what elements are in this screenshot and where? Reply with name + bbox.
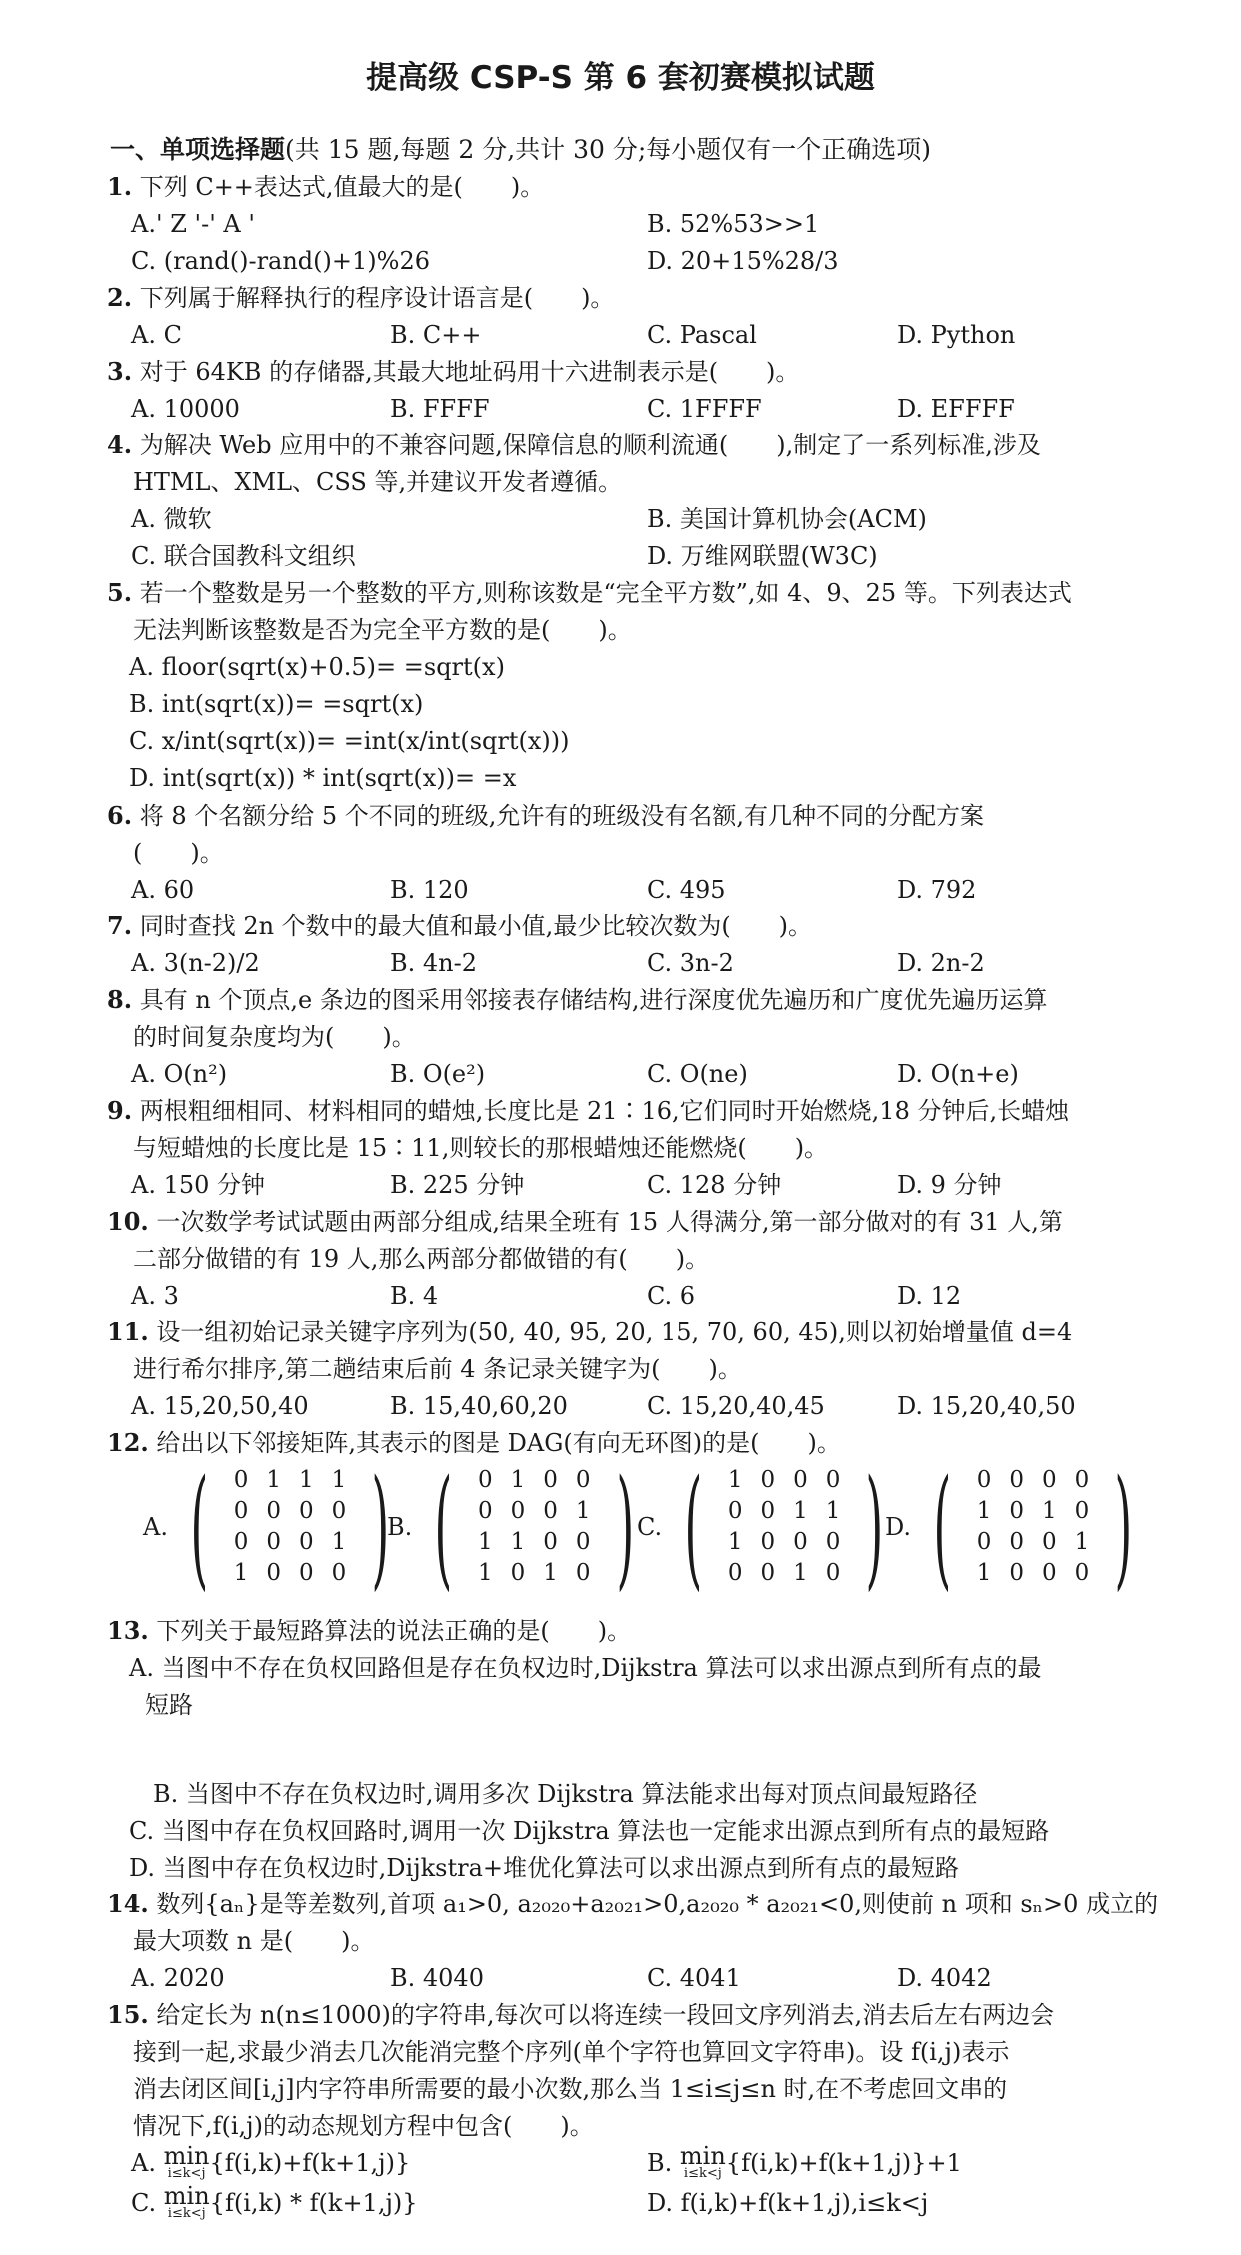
question-number: 14.	[107, 1889, 149, 1918]
option-c: C. 128 分钟	[647, 1171, 782, 1199]
question-number: 11.	[107, 1317, 149, 1346]
stem-line: 与短蜡烛的长度比是 15∶11,则较长的那根蜡烛还能燃烧( )。	[133, 1134, 829, 1162]
stem-line: 将 8 个名额分给 5 个不同的班级,允许有的班级没有名额,有几种不同的分配方案	[139, 802, 985, 830]
option-a: A. min i≤k<j {f(i,k)+f(k+1,j)}	[131, 2142, 411, 2181]
option-d: D. 当图中存在负权边时,Dijkstra+堆优化算法可以求出源点到所有点的最短路	[129, 1854, 960, 1882]
option-b: B. 52%53>>1	[647, 210, 820, 238]
option-a: A. 15,20,50,40	[131, 1392, 309, 1420]
question-number: 12.	[107, 1428, 149, 1457]
option-a-continued: 短路	[145, 1691, 193, 1719]
option-c: C. 15,20,40,45	[647, 1392, 825, 1420]
matrix-table: 0 1 1 1 0 0 0 0 0 0 0 1 1 0 0 0	[233, 1467, 347, 1586]
stem-line: 为解决 Web 应用中的不兼容问题,保障信息的顺利流通( ),制定了一系列标准,涉及	[139, 431, 1041, 459]
stem-line: ( )。	[133, 839, 224, 867]
stem-line: 数列{aₙ}是等差数列,首项 a₁>0, a₂₀₂₀+a₂₀₂₁>0,a₂₀₂₀ * a₂₀₂₁<0,则使前 n 项和 sₙ>0 成立的	[156, 1890, 1159, 1918]
option-b: B. 120	[390, 876, 469, 904]
stem-line: 消去闭区间[i,j]内字符串所需要的最小次数,那么当 1≤i≤j≤n 时,在不考虑回文串的	[133, 2075, 1008, 2103]
stem-line: 设一组初始记录关键字序列为(50, 40, 95, 20, 15, 70, 60, 45),则以初始增量值 d=4	[156, 1318, 1073, 1346]
question-number: 7.	[107, 911, 133, 940]
option-a: A. floor(sqrt(x)+0.5)= =sqrt(x)	[129, 653, 505, 681]
option-d: D. O(n+e)	[897, 1060, 1019, 1088]
question-number: 2.	[107, 283, 133, 312]
question-2	[107, 279, 1207, 354]
question-number: 15.	[107, 2000, 149, 2029]
option-b: B. 15,40,60,20	[390, 1392, 568, 1420]
question-10	[107, 1203, 1207, 1315]
option-b: B. O(e²)	[390, 1060, 486, 1088]
option-c: C. Pascal	[647, 321, 757, 349]
option-d: D. 4042	[897, 1964, 992, 1992]
stem-line: 具有 n 个顶点,e 条边的图采用邻接表存储结构,进行深度优先遍历和广度优先遍历运算	[139, 986, 1048, 1014]
question-12	[107, 1424, 1207, 1602]
section-description: (共 15 题,每题 2 分,共计 30 分;每小题仅有一个正确选项)	[285, 135, 932, 164]
stem-line: 无法判断该整数是否为完全平方数的是( )。	[133, 616, 632, 644]
matrix-option-c: C. ( 1 0 0 0 0 0 1 1 1 0 0 0 0 0 1 0 )	[637, 1451, 884, 1603]
option-c: C. 1FFFF	[647, 395, 762, 423]
option-b: B. C++	[390, 321, 482, 349]
option-b: B. FFFF	[390, 395, 490, 423]
question-number: 8.	[107, 985, 133, 1014]
stem-line: 最大项数 n 是( )。	[133, 1927, 375, 1955]
question-stem	[107, 168, 1207, 206]
option-a: A. 3	[131, 1282, 179, 1310]
option-a: A. 当图中不存在负权回路但是存在负权边时,Dijkstra 算法可以求出源点到所有点的最	[129, 1654, 1042, 1682]
option-c: C. (rand()-rand()+1)%26	[131, 247, 430, 275]
option-a: A.' Z '-' A '	[131, 210, 255, 238]
matrix-option-a: A. ( 0 1 1 1 0 0 0 0 0 0 0 1 1 0 0 0 )	[143, 1451, 390, 1603]
stem-line: 若一个整数是另一个整数的平方,则称该数是“完全平方数”,如 4、9、25 等。下列表达式	[139, 579, 1072, 607]
option-c: C. 4041	[647, 1964, 741, 1992]
option-c: C. 495	[647, 876, 726, 904]
option-d: D. 792	[897, 876, 977, 904]
stem-line: 情况下,f(i,j)的动态规划方程中包含( )。	[133, 2112, 594, 2140]
matrix-option-b: B. ( 0 1 0 0 0 0 0 1 1 1 0 0 1 0 1 0 )	[387, 1451, 634, 1603]
question-7	[107, 907, 1207, 982]
question-3	[107, 353, 1207, 428]
option-a: A. C	[131, 321, 182, 349]
question-1	[107, 168, 1207, 280]
option-c: C. 联合国教科文组织	[131, 542, 356, 570]
question-15	[107, 1996, 1207, 2225]
option-b: B. 225 分钟	[390, 1171, 525, 1199]
stem-line: 对于 64KB 的存储器,其最大地址码用十六进制表示是( )。	[139, 358, 800, 386]
question-number: 4.	[107, 430, 133, 459]
stem-line: 给定长为 n(n≤1000)的字符串,每次可以将连续一段回文序列消去,消去后左右两边会	[156, 2001, 1055, 2029]
option-d: D. EFFFF	[897, 395, 1015, 423]
option-c: C. x/int(sqrt(x))= =int(x/int(sqrt(x)))	[129, 727, 570, 755]
question-number: 6.	[107, 801, 133, 830]
matrix-label: A.	[143, 1513, 168, 1541]
matrix-label: D.	[885, 1513, 912, 1541]
option-c: C. min i≤k<j {f(i,k) * f(k+1,j)}	[131, 2182, 418, 2221]
option-c: C. 3n-2	[647, 949, 734, 977]
option-d: D. 20+15%28/3	[647, 247, 839, 275]
option-d: D. 15,20,40,50	[897, 1392, 1076, 1420]
option-a: A. 微软	[131, 505, 212, 533]
question-14	[107, 1885, 1207, 1997]
stem-line: 二部分做错的有 19 人,那么两部分都做错的有( )。	[133, 1245, 710, 1273]
option-b: B. 当图中不存在负权边时,调用多次 Dijkstra 算法能求出每对顶点间最短路径	[153, 1780, 978, 1808]
stem-line: 两根粗细相同、材料相同的蜡烛,长度比是 21∶16,它们同时开始燃烧,18 分钟后,长蜡烛	[139, 1097, 1070, 1125]
question-11	[107, 1313, 1207, 1425]
matrix-label: B.	[387, 1513, 413, 1541]
option-d: D. 12	[897, 1282, 962, 1310]
stem-line: 接到一起,求最少消去几次能消完整个序列(单个字符也算回文字符串)。设 f(i,j)表示	[133, 2038, 1010, 2066]
option-a: A. 150 分钟	[131, 1171, 266, 1199]
matrix-label: C.	[637, 1513, 663, 1541]
option-a: A. 60	[131, 876, 195, 904]
matrix-option-d: D. ( 0 0 0 0 1 0 1 0 0 0 0 1 1 0 0 0 )	[885, 1451, 1133, 1603]
stem-line: 的时间复杂度均为( )。	[133, 1023, 416, 1051]
option-d: D. Python	[897, 321, 1016, 349]
question-6	[107, 797, 1207, 909]
option-d: D. 2n-2	[897, 949, 985, 977]
stem-line: 下列 C++表达式,值最大的是( )。	[139, 173, 545, 201]
matrix-table: 0 1 0 0 0 0 0 1 1 1 0 0 1 0 1 0	[477, 1467, 591, 1586]
option-b: B. 4	[390, 1282, 439, 1310]
option-b: B. 4040	[390, 1964, 484, 1992]
question-number: 3.	[107, 357, 133, 386]
question-number: 5.	[107, 578, 133, 607]
stem-line: 一次数学考试试题由两部分组成,结果全班有 15 人得满分,第一部分做对的有 31 人,第	[156, 1208, 1063, 1236]
question-number: 10.	[107, 1207, 149, 1236]
question-number: 9.	[107, 1096, 133, 1125]
stem-line: 同时查找 2n 个数中的最大值和最小值,最少比较次数为( )。	[139, 912, 813, 940]
question-number: 13.	[107, 1616, 149, 1645]
stem-line: 给出以下邻接矩阵,其表示的图是 DAG(有向无环图)的是( )。	[156, 1429, 841, 1457]
option-a: A. O(n²)	[131, 1060, 228, 1088]
option-b: B. 4n-2	[390, 949, 477, 977]
option-a: A. 3(n-2)/2	[131, 949, 260, 977]
section-label: 一、单项选择题	[110, 135, 286, 164]
option-c: C. 当图中存在负权回路时,调用一次 Dijkstra 算法也一定能求出源点到所有点的最短路	[129, 1817, 1050, 1845]
question-9	[107, 1092, 1207, 1204]
option-d: D. 万维网联盟(W3C)	[647, 542, 878, 570]
option-c: C. O(ne)	[647, 1060, 748, 1088]
option-b: B. 美国计算机协会(ACM)	[647, 505, 927, 533]
matrix-table: 0 0 0 0 1 0 1 0 0 0 0 1 1 0 0 0	[976, 1467, 1090, 1586]
stem-line: HTML、XML、CSS 等,并建议开发者遵循。	[133, 468, 623, 496]
option-b: B. min i≤k<j {f(i,k)+f(k+1,j)}+1	[647, 2142, 962, 2181]
option-d: D. int(sqrt(x)) * int(sqrt(x))= =x	[129, 764, 517, 792]
question-number: 1.	[107, 172, 133, 201]
matrix-options	[107, 1451, 1207, 1603]
section-heading	[110, 130, 931, 166]
stem-line: 下列关于最短路算法的说法正确的是( )。	[156, 1617, 632, 1645]
option-c: C. 6	[647, 1282, 696, 1310]
option-d: D. 9 分钟	[897, 1171, 1002, 1199]
option-a: A. 10000	[131, 395, 240, 423]
question-4	[107, 426, 1207, 575]
stem-line: 下列属于解释执行的程序设计语言是( )。	[139, 284, 615, 312]
question-5	[107, 574, 1207, 797]
page-title: 提高级 CSP-S 第 6 套初赛模拟试题	[366, 60, 875, 96]
question-13	[107, 1612, 1207, 1887]
option-d: D. f(i,k)+f(k+1,j),i≤k<j	[647, 2189, 929, 2217]
option-b: B. int(sqrt(x))= =sqrt(x)	[129, 690, 424, 718]
stem-line: 进行希尔排序,第二趟结束后前 4 条记录关键字为( )。	[133, 1355, 742, 1383]
option-a: A. 2020	[131, 1964, 225, 1992]
question-8	[107, 981, 1207, 1093]
matrix-table: 1 0 0 0 0 0 1 1 1 0 0 0 0 0 1 0	[727, 1467, 841, 1586]
